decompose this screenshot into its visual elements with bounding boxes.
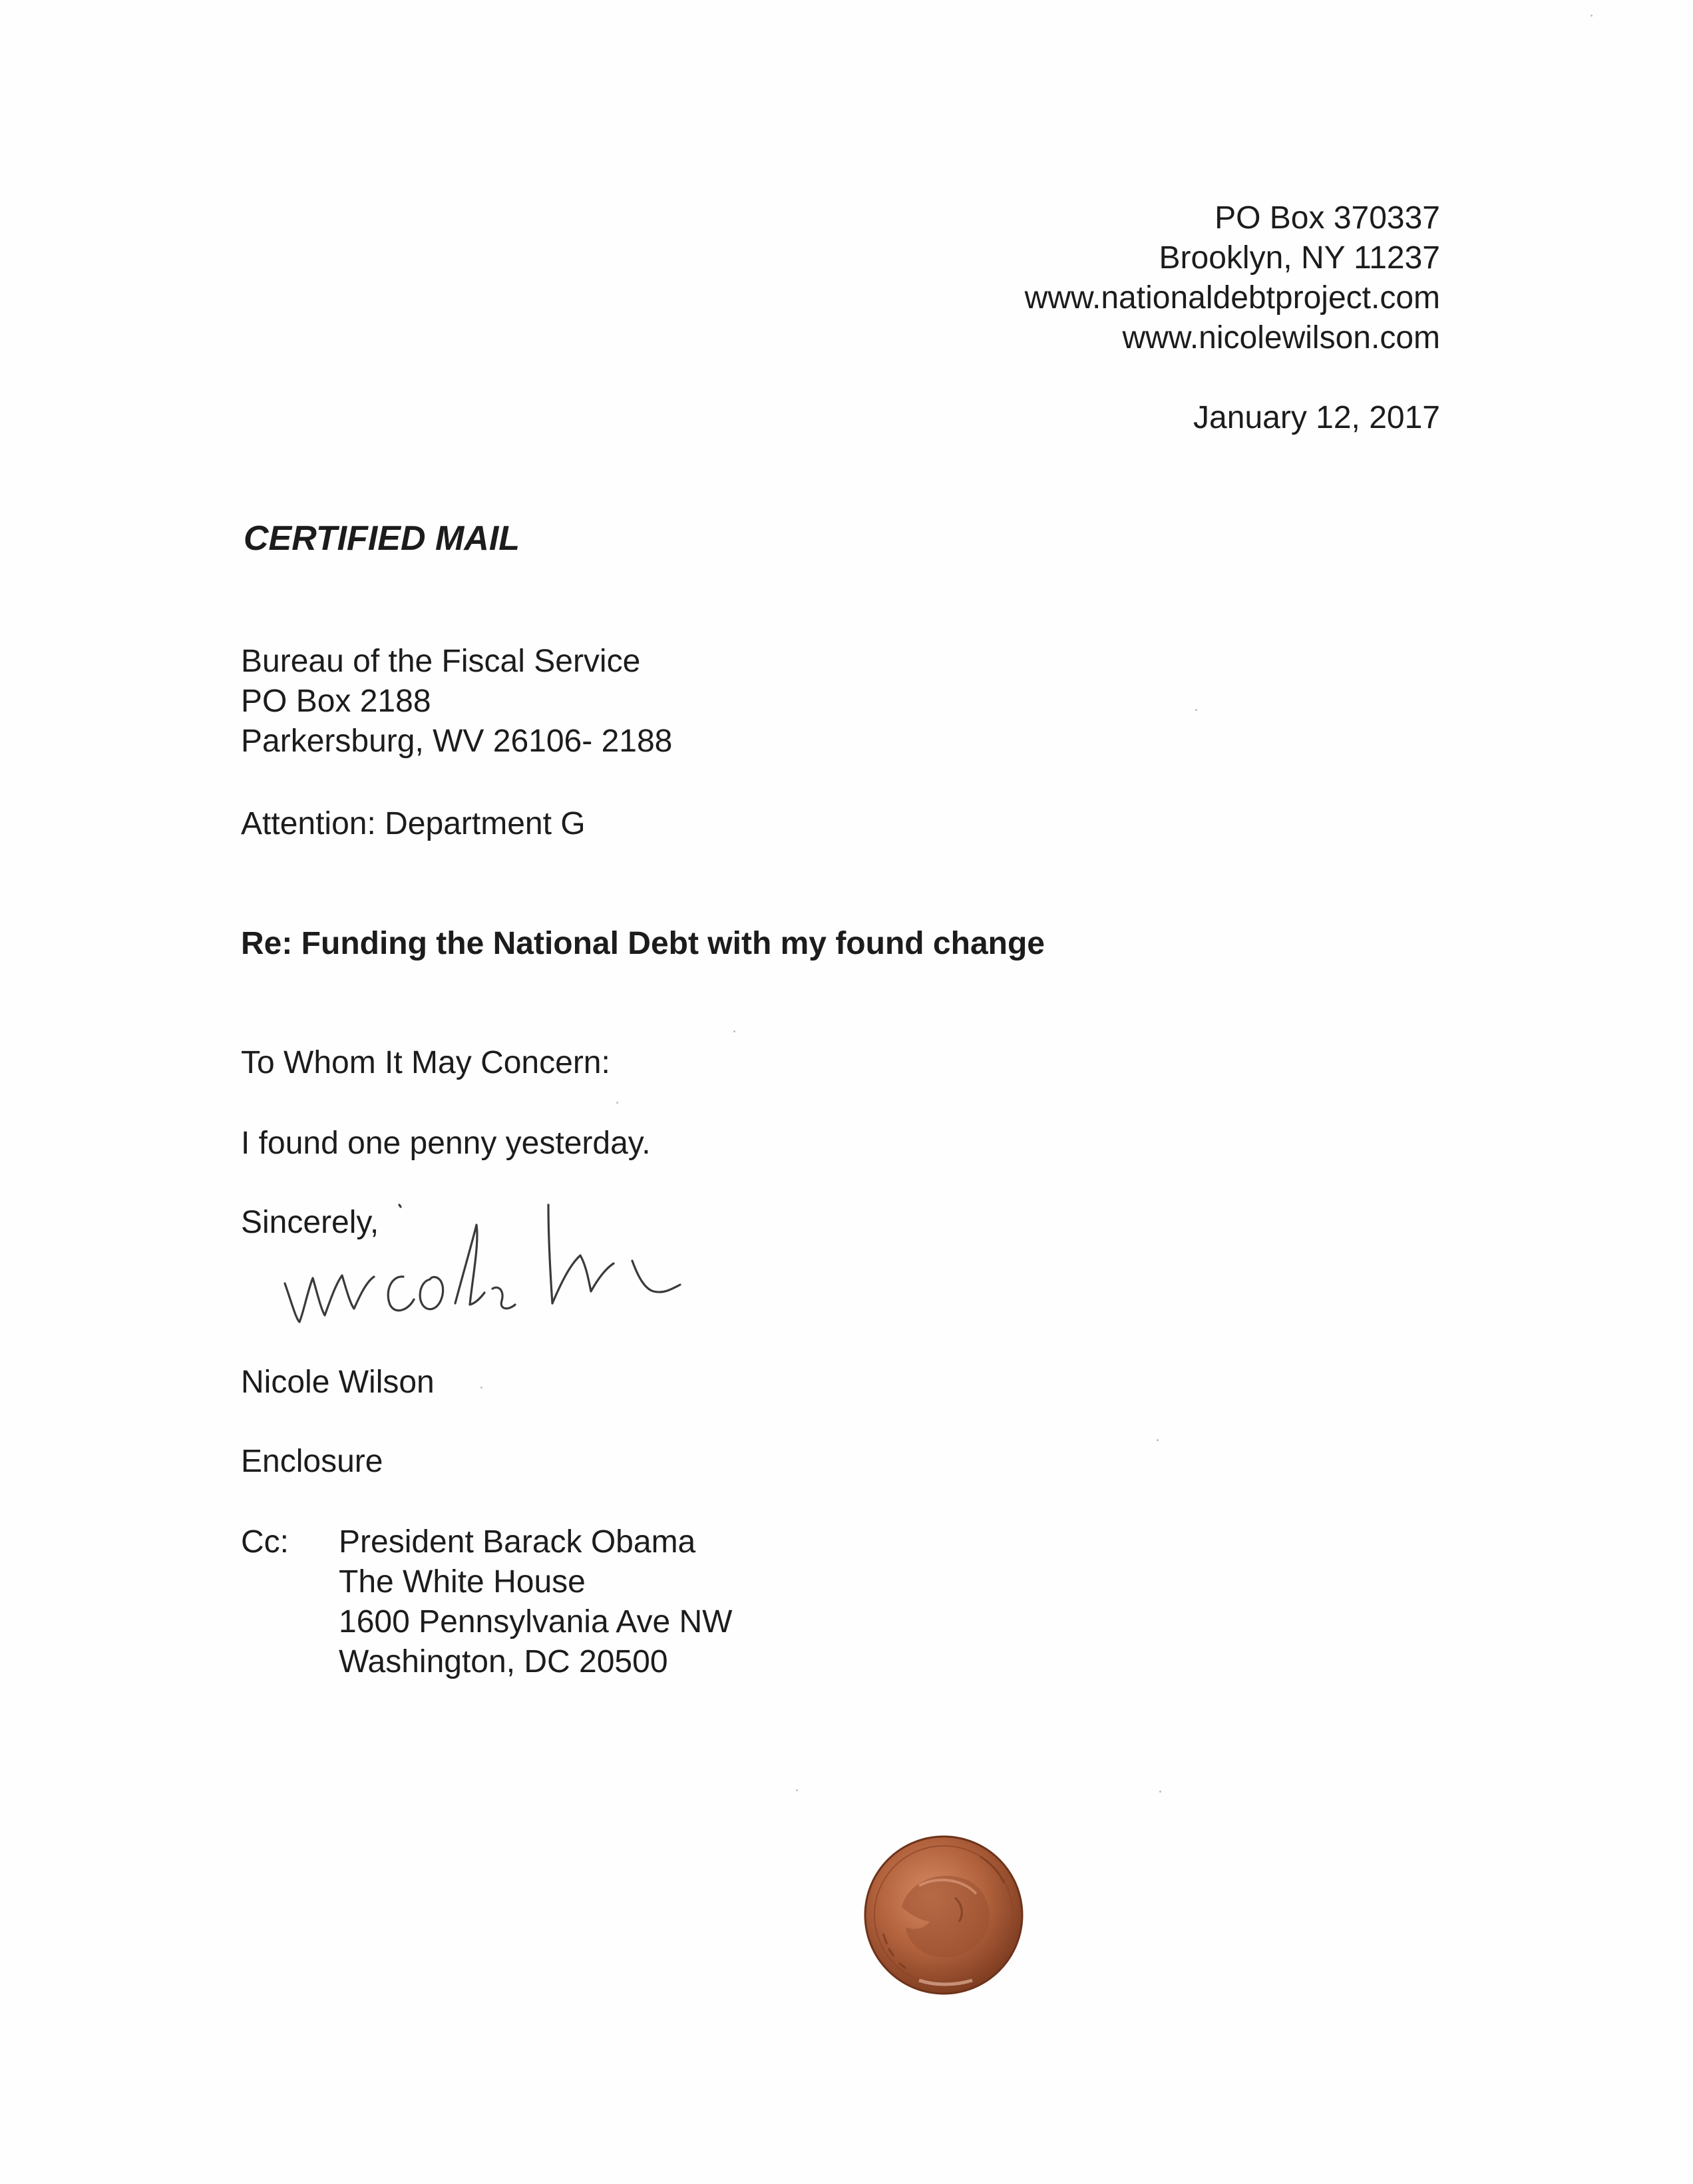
cc-label: Cc:: [241, 1524, 289, 1560]
scan-speck: [480, 1387, 482, 1389]
cc-recipient-line: The White House: [339, 1564, 586, 1600]
recipient-address-line: Bureau of the Fiscal Service: [241, 644, 641, 679]
sender-website: www.nationaldebtproject.com: [1024, 280, 1440, 316]
cc-recipient-line: Washington, DC 20500: [339, 1644, 668, 1679]
signer-name: Nicole Wilson: [241, 1365, 435, 1400]
closing: Sincerely,: [241, 1205, 379, 1240]
penny-icon: [855, 1834, 1035, 2004]
certified-mail-heading: CERTIFIED MAIL: [244, 519, 520, 558]
scan-speck: [796, 1789, 798, 1791]
cc-recipient: [339, 1522, 732, 1682]
scan-speck: [733, 1030, 735, 1032]
recipient-address-line: Parkersburg, WV 26106- 2188: [241, 724, 673, 759]
scan-speck: [616, 1102, 618, 1104]
sender-address-line: Brooklyn, NY 11237: [1159, 240, 1440, 276]
scan-speck: [1591, 15, 1593, 17]
cc-recipient-line: President Barack Obama: [339, 1524, 696, 1560]
sender-website: www.nicolewilson.com: [1122, 320, 1440, 355]
handwritten-signature: [273, 1192, 685, 1345]
recipient-address: [241, 642, 672, 762]
enclosure-note: Enclosure: [241, 1444, 383, 1479]
cc-recipient-line: 1600 Pennsylvania Ave NW: [339, 1604, 733, 1639]
subject-line: Re: Funding the National Debt with my found change: [241, 926, 1045, 961]
scan-speck: [1157, 1439, 1159, 1441]
scan-speck: [1159, 1791, 1161, 1793]
sender-address: [1025, 198, 1440, 358]
letter-body: I found one penny yesterday.: [241, 1126, 651, 1161]
scan-speck: [1195, 709, 1197, 711]
sender-address-line: PO Box 370337: [1215, 200, 1440, 236]
letter-date: January 12, 2017: [1193, 400, 1440, 435]
salutation: To Whom It May Concern:: [241, 1045, 610, 1080]
attention-line: Attention: Department G: [241, 806, 586, 841]
recipient-address-line: PO Box 2188: [241, 684, 431, 719]
